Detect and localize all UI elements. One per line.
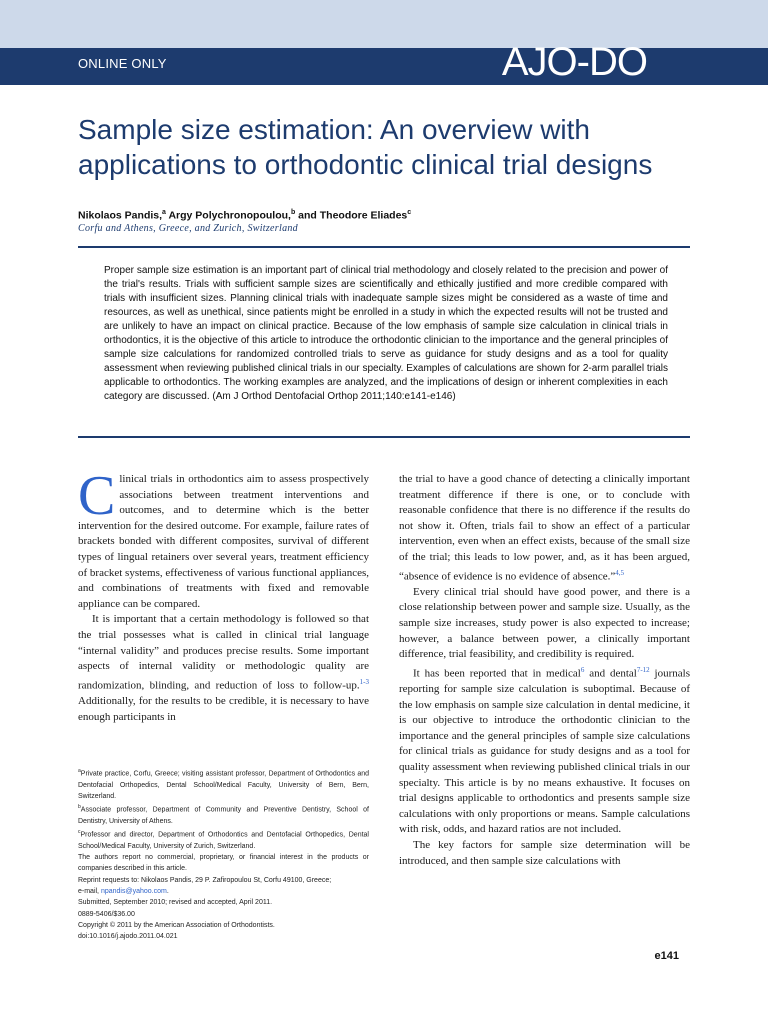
paragraph-text: linical trials in orthodontics aim to assess prospectively associations between treatment interventions and outcomes, and to determine which is the better intervention for the desired outcome. For example, failure rates of brackets bonded with different composites, survival of different types of lingual retainers over several years, treatment efficiency of bracket systems, effectiveness of various functional appliances, and combinations of treatments with fixed and removable appliance can be compared. <box>78 473 369 610</box>
body-paragraph <box>78 465 369 612</box>
disclosure-note: The authors report no commercial, proprietary, or financial interest in the products or companies described in this article. <box>78 854 369 873</box>
body-paragraph <box>399 472 690 585</box>
body-paragraph: The key factors for sample size determination will be introduced, and then sample size calculations with <box>399 838 690 867</box>
email-suffix: . <box>166 887 169 895</box>
email-link[interactable]: npandis@yahoo.com <box>100 887 167 895</box>
paragraph-text: Additionally, for the results to be credible, it is necessary to have enough participants in <box>78 694 369 723</box>
footnote-text: Associate professor, Department of Community and Preventive Dentistry, School of Dentistry, University of Athens. <box>78 806 369 825</box>
footnotes <box>78 766 369 942</box>
footnote <box>78 802 369 827</box>
header-light-band <box>0 0 768 48</box>
footnote-text: Private practice, Corfu, Greece; visiting assistant professor, Department of Orthodontics and Dentofacial Orthopedics, Dental School/Medical Faculty, University of Bern, Bern, Switzerland. <box>78 770 369 800</box>
submission-dates: Submitted, September 2010; revised and accepted, April 2011. <box>78 899 273 907</box>
paragraph-text: It is important that a certain methodology is followed so that the trial possesses what is called in clinical trial language “internal validity” and produces precise results. Some important aspects of internal validity or methodologic quality are randomization, blinding, and reduction of loss to follow-up. <box>78 613 369 692</box>
footnote <box>78 766 369 802</box>
doi: doi:10.1016/j.ajodo.2011.04.021 <box>78 933 178 941</box>
paragraph-text: It has been reported that in medical <box>413 667 581 680</box>
citation-link[interactable]: 6 <box>580 665 585 674</box>
citation-link[interactable]: 4,5 <box>615 568 624 577</box>
author-affiliation-mark: a <box>162 209 166 216</box>
author-name: Nikolaos Pandis, <box>78 209 163 222</box>
body-column-left <box>78 465 369 725</box>
drop-cap: C <box>78 465 116 527</box>
footnote <box>78 827 369 852</box>
copyright: Copyright © 2011 by the American Association of Orthodontists. <box>78 921 275 929</box>
issn: 0889-5406/$36.00 <box>78 910 135 918</box>
section-label: ONLINE ONLY <box>78 56 167 71</box>
author-affiliation-mark: b <box>290 209 296 216</box>
footnote-mark: b <box>78 804 81 811</box>
citation-link[interactable]: 1-3 <box>359 677 369 686</box>
footnote-mark: a <box>78 768 81 774</box>
body-paragraph <box>399 663 690 838</box>
body-paragraph <box>78 612 369 725</box>
email-line <box>78 886 369 897</box>
author-name: and Theodore Eliades <box>295 209 408 222</box>
abstract-top-rule <box>78 246 690 248</box>
author-affiliation-mark: c <box>407 209 412 216</box>
abstract: Proper sample size estimation is an important part of clinical trial methodology and closely related to the precision and power of the trial's results. Trials with sufficient sample sizes are scientifically and ethically justified and more credible compared with trials with insufficient sizes. Planning clinical trials with inadequate sample sizes might be considered as a waste of time and resources, as well as unethical, since patients might be enrolled in a study in which the expected results will not be trusted and are unlikely to have an impact on clinical practice. Because of the low emphasis of sample size calculation in clinical trials in orthodontics, it is the objective of this article to introduce the orthodontic clinician to the importance and the general principles of sample size calculations for randomized controlled trials to serve as guidance for study designs and as a tool for quality assessment when reviewing published clinical trials in our specialty. Examples of calculations are shown for 2-arm parallel trials applicable to orthodontics. The working examples are analyzed, and the implications of design or inherent complexities in each category are discussed. (Am J Orthod Dentofacial Orthop 2011;140:e141-e146) <box>104 265 668 402</box>
author-affiliation: Corfu and Athens, Greece, and Zurich, Switzerland <box>78 223 298 234</box>
footnote-text: Professor and director, Department of Orthodontics and Dentofacial Orthopedics, Dental School/Medical Faculty, University of Zurich, Switzerland. <box>78 831 369 850</box>
page-number: e141 <box>654 950 679 962</box>
paragraph-text: journals reporting for sample size calculation is suboptimal. Because of the low emphasis on sample size calculation in dental medicine, it is our objective to introduce the orthodontic clinician to the importance and the general principles of sample size calculations for clinical trials as guidance for study designs and as a tool for quality assessment when reviewing published clinical trials in our specialty. This article is by no means exhaustive. It focuses on trial designs applicable to orthodontics and presents sample size calculations with only proportions or means. Sample calculations with risk, odds, and hazard ratios are not included. <box>399 667 690 836</box>
author-name: Argy Polychronopoulou, <box>165 209 291 222</box>
footnote-mark: c <box>78 829 81 836</box>
abstract-bottom-rule <box>78 436 690 438</box>
body-paragraph: Every clinical trial should have good power, and there is a close relationship between power and sample size. Usually, as the sample size increases, study power is also expected to increase; however, a balance between power, a clinically important difference, trial feasibility, and credibility is required. <box>399 585 690 661</box>
header-navy-band <box>0 48 768 85</box>
paragraph-text: the trial to have a good chance of detecting a clinically important treatment difference if there is one, or to conclude with reasonable confidence that there is no difference if the results do not show it. Often, trials fail to show an effect of a particular intervention, even when an effect exists, because of the small size of the trial; this leads to low power, and, as it has been argued, “absence of evidence is no evidence of absence.” <box>399 473 690 583</box>
citation-link[interactable]: 7-12 <box>636 665 650 674</box>
reprint-request: Reprint requests to: Nikolaos Pandis, 29 P. Zafiropoulou St, Corfu 49100, Greece; <box>78 876 332 884</box>
paragraph-text: and dental <box>584 667 637 680</box>
author-list <box>78 209 411 222</box>
journal-logo: AJO-DO <box>501 40 647 84</box>
article-title: Sample size estimation: An overview with applications to orthodontic clinical trial designs <box>78 114 653 180</box>
email-label: e-mail, <box>78 887 101 895</box>
body-column-right <box>399 472 690 869</box>
